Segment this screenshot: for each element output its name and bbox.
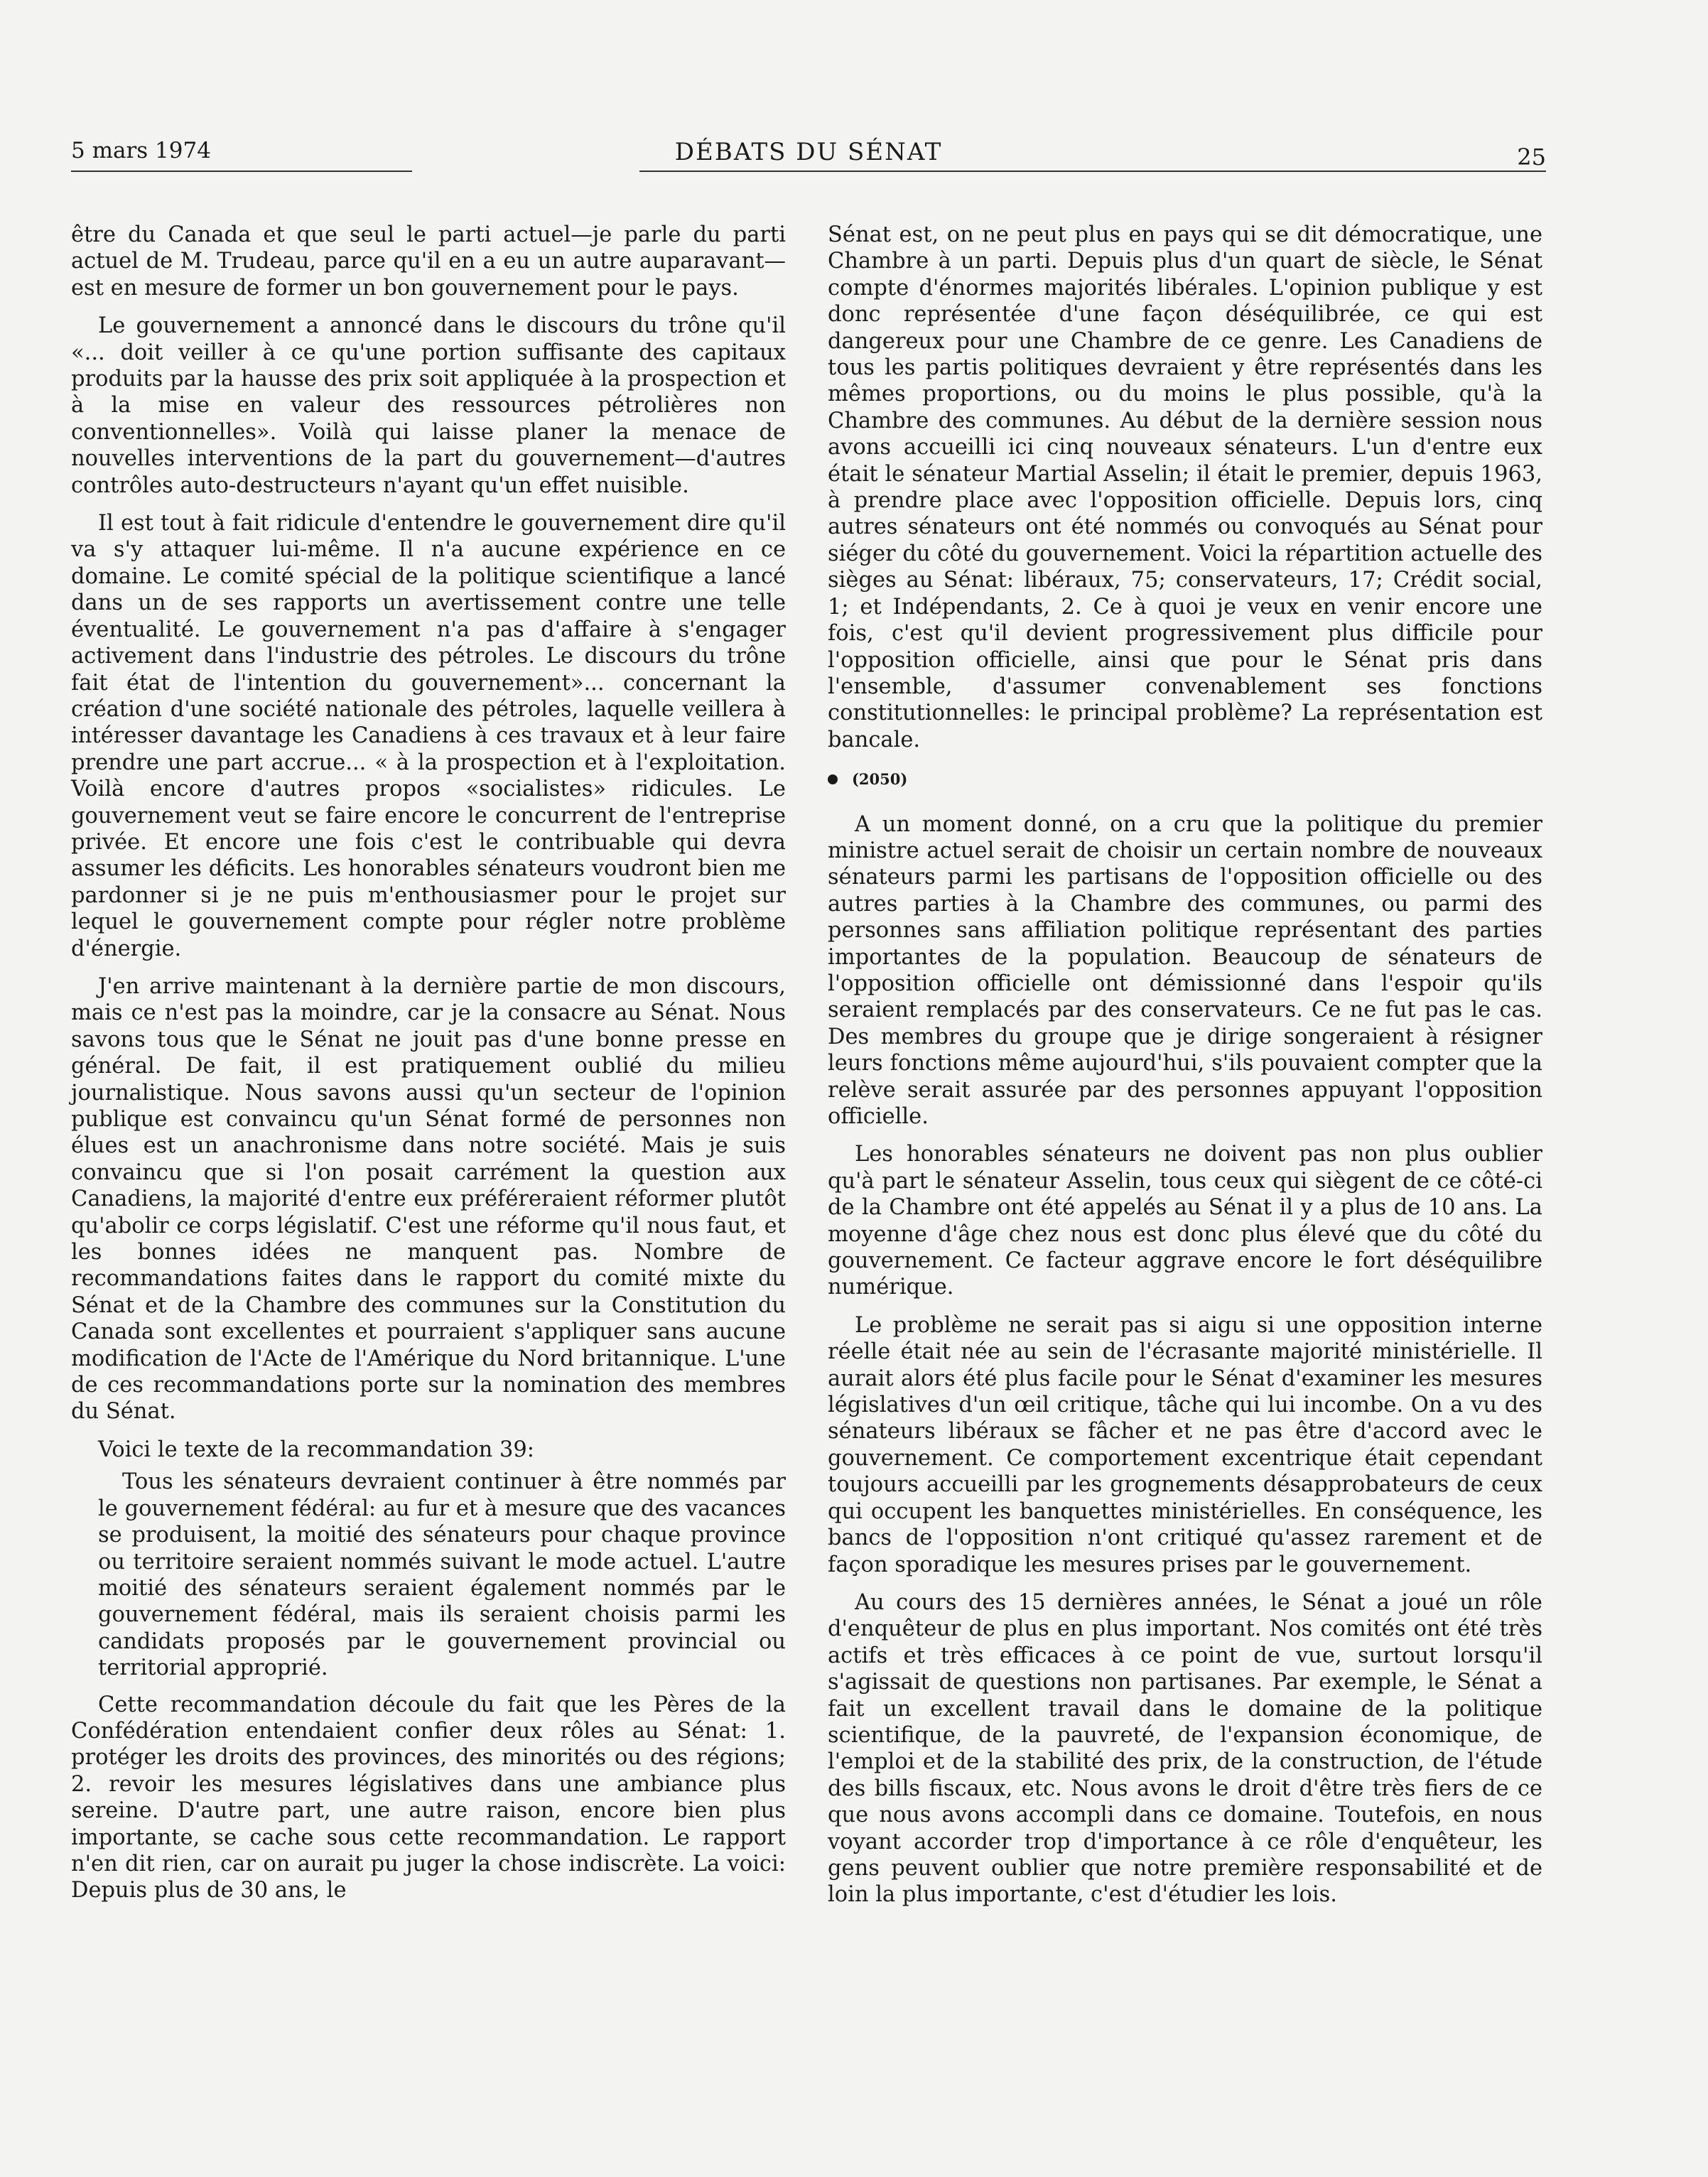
recommendation-quote: Tous les sénateurs devraient continuer à être nommés par le gouvernement fédéral: au fur et à mesure que des vacances se produisent, la moitié des sénateurs pour chaque province ou territoire seraient nommés suivant le mode actuel. L'autre moitié des sénateurs seraient également nommés par le gouvernement fédéral, mais ils seraient choisis parmi les candidats proposés par le gouvernement provincial ou territorial approprié. xyxy=(98,1469,786,1681)
paragraph: Cette recommandation découle du fait que les Pères de la Confédération entendaient confier deux rôles au Sénat: 1. protéger les droits des provinces, des minorités ou des régions; 2. revoir les mesures législatives dans une ambiance plus sereine. D'autre part, une autre raison, encore bien plus importante, se cache sous cette recommandation. Le rapport n'en dit rien, car on aurait pu juger la chose indiscrète. La voici: Depuis plus de 30 ans, le xyxy=(71,1692,786,1903)
header-rule-left xyxy=(71,171,412,172)
paragraph: être du Canada et que seul le parti actuel—je parle du parti actuel de M. Trudeau, parce qu'il en a eu un autre auparavant—est en mesure de former un bon gouvernement pour le pays. xyxy=(71,222,786,301)
paragraph: Au cours des 15 dernières années, le Sénat a joué un rôle d'enquêteur de plus en plus important. Nos comités ont été très actifs et très efficaces à ce point de vue, surtout lorsqu'il s'agissait de questions non partisanes. Par exemple, le Sénat a fait un excellent travail dans le domaine de la politique scientifique, de la pauvreté, de l'expansion économique, de l'emploi et de la stabilité des prix, de la construction, de l'étude des bills fiscaux, etc. Nous avons le droit d'être très fiers de ce que nous avons accompli dans ce domaine. Toutefois, en nous voyant accorder trop d'importance à ce rôle d'enquêteur, les gens peuvent oublier que notre première responsabilité et de loin la plus importante, c'est d'étudier les lois. xyxy=(828,1589,1542,1908)
paragraph: Le gouvernement a annoncé dans le discours du trône qu'il «... doit veiller à ce qu'une portion suffisante des capitaux produits par la hausse des prix soit appliquée à la prospection et à la mise en valeur des ressources pétrolières non conventionnelles». Voilà qui laisse planer la menace de nouvelles interventions de la part du gouvernement—d'autres contrôles auto-destructeurs n'ayant qu'un effet nuisible. xyxy=(71,313,786,498)
header-rule-right xyxy=(639,171,1546,172)
paragraph: Sénat est, on ne peut plus en pays qui se dit démocratique, une Chambre à un parti. Depuis plus d'un quart de siècle, le Sénat compte d'énormes majorités libérales. L'opinion publique y est donc représentée d'une façon déséquilibrée, ce qui est dangereux pour une Chambre de ce genre. Les Canadiens de tous les partis politiques devraient y être représentés dans les mêmes proportions, ou du moins le plus possible, qu'à la Chambre des communes. Au début de la dernière session nous avons accueilli ici cinq nouveaux sénateurs. L'un d'entre eux était le sénateur Martial Asselin; il était le premier, depuis 1963, à prendre place avec l'opposition officielle. Depuis lors, cinq autres sénateurs ont été nommés ou convoqués au Sénat pour siéger du côté du gouvernement. Voici la répartition actuelle des sièges au Sénat: libéraux, 75; conservateurs, 17; Crédit social, 1; et Indépendants, 2. Ce à quoi je veux en venir encore une fois, c'est qu'il devient progressivement plus difficile pour l'opposition officielle, ainsi que pour le Sénat pris dans l'ensemble, d'assumer convenablement ses fonctions constitutionnelles: le principal problème? La représentation est bancale. xyxy=(828,222,1542,752)
recommendation-intro: Voici le texte de la recommandation 39: xyxy=(98,1437,535,1462)
time-marker xyxy=(828,766,1542,792)
time-marker-label: (2050) xyxy=(852,770,908,789)
left-column xyxy=(71,222,786,1916)
right-column xyxy=(828,222,1542,1920)
header-title: DÉBATS DU SÉNAT xyxy=(674,138,943,166)
page-header xyxy=(71,138,1546,175)
bullet-icon xyxy=(828,774,838,784)
paragraph: Il est tout à fait ridicule d'entendre le gouvernement dire qu'il va s'y attaquer lui-même. Il n'a aucune expérience en ce domaine. Le comité spécial de la politique scientifique a lancé dans un de ses rapports un avertissement contre une telle éventualité. Le gouvernement n'a pas d'affaire à s'engager activement dans l'industrie des pétroles. Le discours du trône fait état de l'intention du gouvernement»... concernant la création d'une société nationale des pétroles, laquelle veillera à intéresser davantage les Canadiens à ces travaux et à leur faire prendre une part accrue... « à la prospection et à l'exploitation. Voilà encore d'autres propos «socialistes» ridicules. Le gouvernement veut se faire encore le concurrent de l'entreprise privée. Et encore une fois c'est le contribuable qui devra assumer les déficits. Les honorables sénateurs voudront bien me pardonner si je ne puis m'enthousiasmer pour le projet sur lequel le gouvernement compte pour régler notre problème d'énergie. xyxy=(71,511,786,961)
paragraph: A un moment donné, on a cru que la politique du premier ministre actuel serait de choisir un certain nombre de nouveaux sénateurs parmi les partisans de l'opposition officielle ou des autres parties à la Chambre des communes, ou parmi des personnes sans affiliation politique représentant des parties importantes de la population. Beaucoup de sénateurs de l'opposition officielle ont démissionné dans l'espoir qu'ils seraient remplacés par des conservateurs. Ce ne fut pas le cas. Des membres du groupe que je dirige songeraient à résigner leurs fonctions même aujourd'hui, s'ils pouvaient compter que la relève serait assurée par des personnes appuyant l'opposition officielle. xyxy=(828,811,1542,1129)
header-date: 5 mars 1974 xyxy=(71,138,211,163)
paragraph: J'en arrive maintenant à la dernière partie de mon discours, mais ce n'est pas la moindre, car je la consacre au Sénat. Nous savons tous que le Sénat ne jouit pas d'une bonne presse en général. De fait, il est pratiquement oublié du milieu journalistique. Nous savons aussi qu'un secteur de l'opinion publique est convaincu qu'un Sénat formé de personnes non élues est un anachronisme dans notre société. Mais je suis convaincu que si l'on posait carrément la question aux Canadiens, la majorité d'entre eux préféreraient réformer plutôt qu'abolir ce corps législatif. C'est une réforme qu'il nous faut, et les bonnes idées ne manquent pas. Nombre de recommandations faites dans le rapport du comité mixte du Sénat et de la Chambre des communes sur la Constitution du Canada sont excellentes et pourraient s'appliquer sans aucune modification de l'Acte de l'Amérique du Nord britannique. L'une de ces recommandations porte sur la nomination des membres du Sénat. xyxy=(71,973,786,1425)
header-page-number: 25 xyxy=(1517,144,1546,171)
paragraph: Les honorables sénateurs ne doivent pas non plus oublier qu'à part le sénateur Asselin, tous ceux qui siègent de ce côté-ci de la Chambre ont été appelés au Sénat il y a plus de 10 ans. La moyenne d'âge chez nous est donc plus élevé que du côté du gouvernement. Ce facteur aggrave encore le fort déséquilibre numérique. xyxy=(828,1142,1542,1300)
paragraph: Le problème ne serait pas si aigu si une opposition interne réelle était née au sein de l'écrasante majorité ministérielle. Il aurait alors été plus facile pour le Sénat d'examiner les mesures législatives d'un œil critique, tâche qui lui incombe. On a vu des sénateurs libéraux se fâcher et ne pas être d'accord avec le gouvernement. Ce comportement excentrique était cependant toujours accueilli par les grognements désapprobateurs de ceux qui occupent les banquettes ministérielles. En conséquence, les bancs de l'opposition n'ont critiqué qu'assez rarement et de façon sporadique les mesures prises par le gouvernement. xyxy=(828,1312,1542,1577)
